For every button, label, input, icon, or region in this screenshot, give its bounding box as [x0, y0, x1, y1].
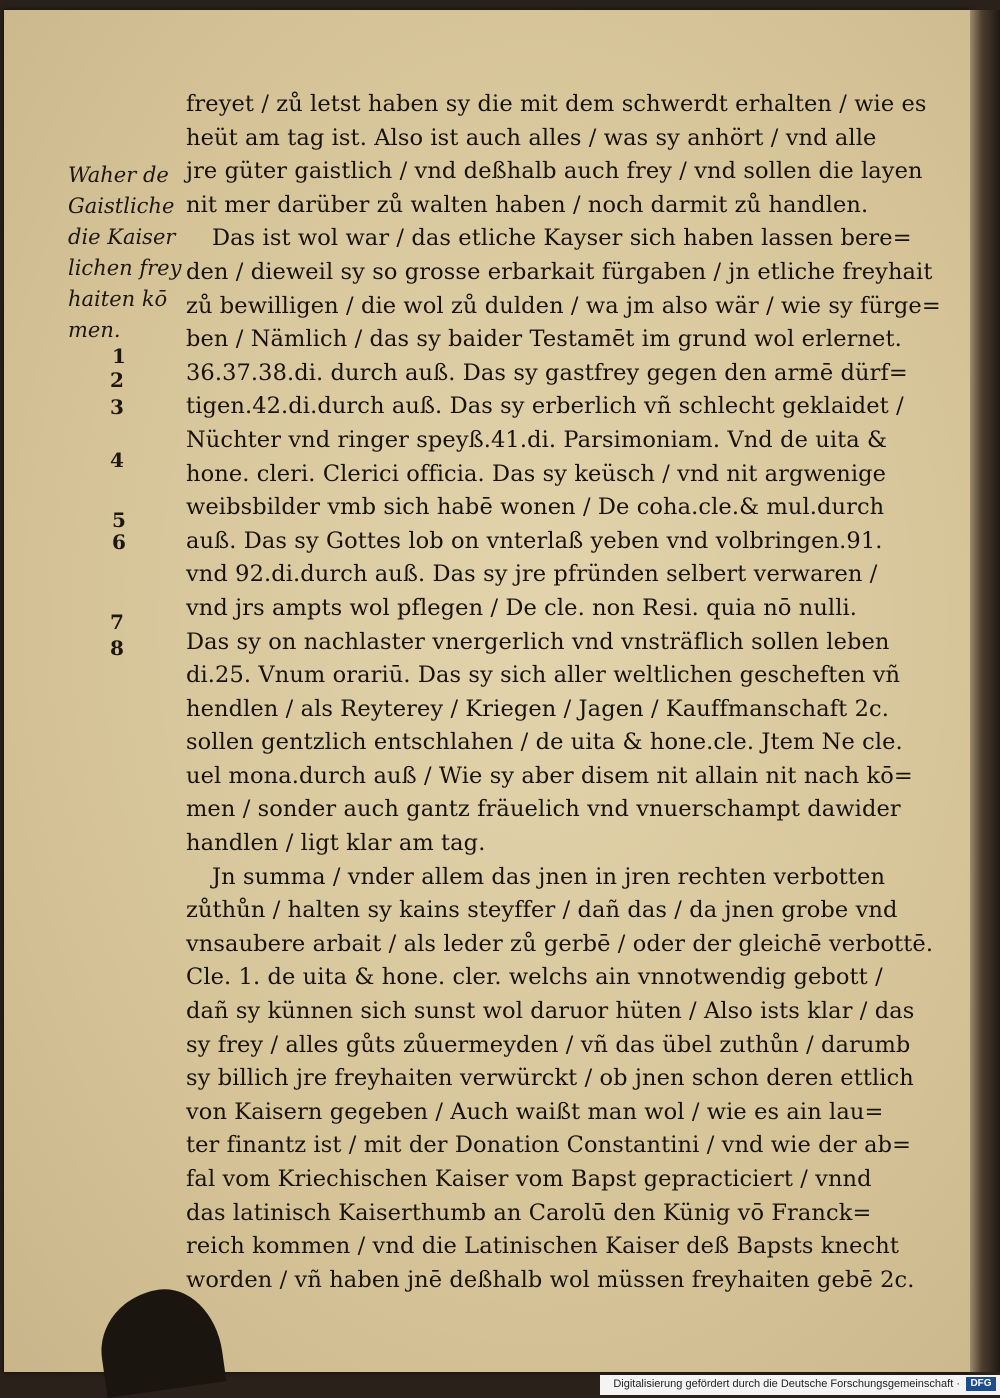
text-line: Das sy on nachlaster vnergerlich vnd vnsträflich sollen leben — [186, 628, 890, 655]
margin-number: 3 — [110, 395, 124, 419]
funding-credit: Digitalisierung gefördert durch die Deutsche Forschungsgemeinschaft · — [613, 1378, 960, 1390]
text-line: nit mer darüber zů walten haben / noch darmit zů handlen. — [186, 191, 869, 218]
text-line: sollen gentzlich entschlahen / de uita & hone.cle. Jtem Ne cle. — [186, 729, 903, 756]
margin-note-line: Gaistliche — [68, 194, 175, 218]
text-line: ter finantz ist / mit der Donation Constantini / vnd wie der ab= — [186, 1132, 912, 1159]
page-edge-shadow — [970, 10, 1000, 1372]
dfg-logo: DFG — [966, 1377, 996, 1391]
text-line: das latinisch Kaiserthumb an Carolū den Künig vō Franck= — [186, 1199, 872, 1226]
text-line: sy billich jre freyhaiten verwürckt / ob jnen schon deren ettlich — [186, 1065, 914, 1092]
margin-number: 2 — [110, 368, 124, 392]
text-line: fal vom Kriechischen Kaiser vom Bapst gepracticiert / vnnd — [186, 1166, 872, 1192]
text-line: Cle. 1. de uita & hone. cler. welchs ain vnnotwendig gebott / — [186, 964, 883, 991]
margin-number: 7 — [110, 610, 124, 634]
text-line: worden / vñ haben jnē deßhalb wol müssen freyhaiten gebē 2c. — [186, 1266, 915, 1293]
text-line: di.25. Vnum orariū. Das sy sich aller weltlichen gescheften vñ — [186, 662, 901, 689]
margin-note-line: die Kaiser — [68, 225, 176, 249]
margin-note-line: Waher de — [68, 163, 169, 187]
text-line: 36.37.38.di. durch auß. Das sy gastfrey gegen den armē dürf= — [186, 359, 908, 386]
margin-number: 4 — [110, 448, 124, 472]
margin-number: 1 — [112, 344, 126, 368]
text-line: vnsaubere arbait / als leder zů gerbē / oder der gleichē verbottē. — [186, 930, 934, 957]
text-line: sy frey / alles gůts zůuermeyden / vñ das übel zuthůn / darumb — [186, 1031, 911, 1058]
paragraph-start-line: Das ist wol war / das etliche Kayser sich haben lassen bere= — [212, 225, 912, 252]
text-line: weibsbilder vmb sich habē wonen / De coha.cle.& mul.durch — [186, 494, 885, 521]
text-line: vnd 92.di.durch auß. Das sy jre pfründen selbert verwaren / — [186, 561, 878, 588]
text-line: freyet / zů letst haben sy die mit dem schwerdt erhalten / wie es — [186, 91, 927, 117]
text-line: dañ sy künnen sich sunst wol daruor hüten / Also ists klar / das — [186, 998, 915, 1025]
text-line: men / sonder auch gantz fräuelich vnd vnuerschampt dawider — [186, 796, 901, 823]
margin-note-line: haiten kō — [68, 287, 168, 311]
text-line: heüt am tag ist. Also ist auch alles / was sy anhört / vnd alle — [186, 124, 877, 151]
margin-number: 8 — [110, 636, 124, 660]
text-line: handlen / ligt klar am tag. — [186, 830, 486, 857]
text-line: auß. Das sy Gottes lob on vnterlaß yeben vnd volbringen.91. — [186, 527, 883, 554]
margin-number: 5 — [112, 508, 126, 532]
margin-note-line: lichen frey — [68, 256, 182, 280]
text-line: jre güter gaistlich / vnd deßhalb auch frey / vnd sollen die layen — [186, 158, 923, 185]
text-line: tigen.42.di.durch auß. Das sy erberlich vñ schlecht geklaidet / — [186, 393, 904, 420]
text-line: hendlen / als Reyterey / Kriegen / Jagen / Kauffmanschaft 2c. — [186, 695, 889, 722]
text-line: von Kaisern gegeben / Auch waißt man wol / wie es ain lau= — [186, 1098, 884, 1125]
main-text-block — [186, 88, 946, 1297]
text-line: uel mona.durch auß / Wie sy aber disem nit allain nit nach kō= — [186, 762, 913, 789]
margin-number: 6 — [112, 530, 126, 554]
text-line: ben / Nämlich / das sy baider Testamēt im grund wol erlernet. — [186, 326, 902, 353]
margin-note — [68, 160, 180, 346]
text-line: zůthůn / halten sy kains steyffer / dañ das / da jnen grobe vnd — [186, 897, 898, 924]
text-line: zů bewilligen / die wol zů dulden / wa jm also wär / wie sy fürge= — [186, 292, 941, 319]
margin-note-line: men. — [68, 318, 121, 342]
text-line: Nüchter vnd ringer speyß.41.di. Parsimoniam. Vnd de uita & — [186, 426, 888, 453]
paragraph-start-line: Jn summa / vnder allem das jnen in jren rechten verbotten — [212, 863, 886, 890]
text-line: reich kommen / vnd die Latinischen Kaiser deß Bapsts knecht — [186, 1233, 899, 1260]
text-line: hone. cleri. Clerici officia. Das sy keüsch / vnd nit argwenige — [186, 460, 887, 487]
text-line: vnd jrs ampts wol pflegen / De cle. non Resi. quia nō nulli. — [186, 594, 858, 621]
text-line: den / dieweil sy so grosse erbarkait fürgaben / jn etliche freyhait — [186, 258, 933, 285]
